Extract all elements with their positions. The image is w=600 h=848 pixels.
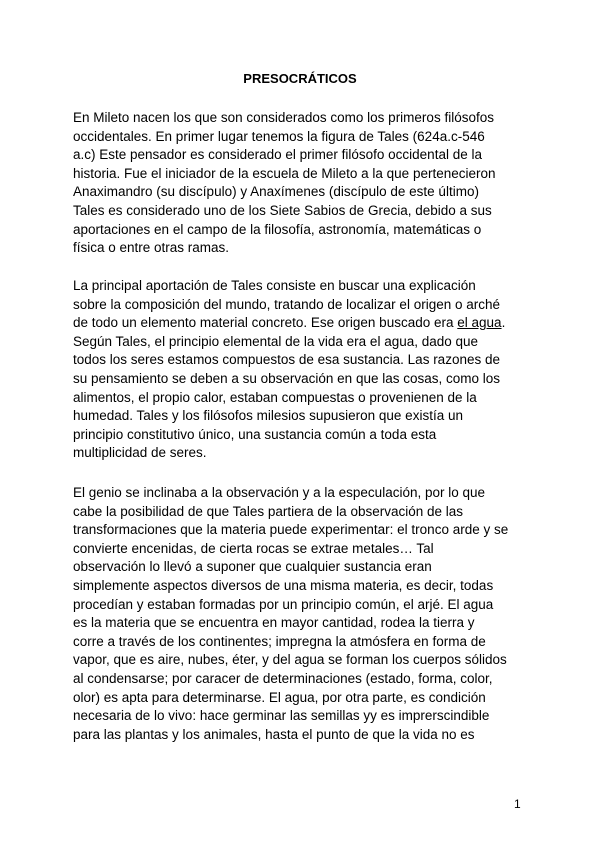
paragraph-1: [73, 109, 533, 258]
paragraph-line-with-emphasis: [73, 314, 533, 333]
underlined-term: el agua: [457, 315, 502, 331]
sentence-period: .: [501, 315, 506, 331]
paragraph-line: historia. Fue el iniciador de la escuela de Mileto a la que pertenecieron: [73, 165, 496, 181]
paragraph-line: todos los seres estamos compuestos de esa sustancia. Las razones de: [73, 352, 500, 368]
paragraph-line: transformaciones que la materia puede experimentar: el tronco arde y se: [73, 522, 509, 538]
paragraph-line: humedad. Tales y los filósofos milesios supusieron que existía un: [73, 408, 463, 424]
paragraph-line: cabe la posibilidad de que Tales partiera de la observación de las: [73, 503, 464, 519]
paragraph-line-text: de todo un elemento material concreto. Ese origen buscado era: [73, 315, 454, 331]
paragraph-line: Anaximandro (su discípulo) y Anaxímenes (discípulo de este último): [73, 184, 479, 200]
paragraph-line: vapor, que es aire, nubes, éter, y del agua se forman los cuerpos sólidos: [73, 652, 507, 668]
paragraph-line: principio constitutivo único, una sustancia común a toda esta: [73, 426, 437, 442]
paragraph-line: El genio se inclinaba a la observación y a la especulación, por lo que: [73, 485, 486, 500]
paragraph-line: La principal aportación de Tales consiste en buscar una explicación: [73, 278, 476, 293]
paragraph-line: multiplicidad de seres.: [73, 445, 207, 461]
paragraph-line: olor) es apta para determinarse. El agua, por otra parte, es condición: [73, 689, 486, 705]
paragraph-line: es la materia que se encuentra en mayor cantidad, rodea la tierra y: [73, 615, 475, 631]
paragraph-line: necesaria de lo vivo: hace germinar las semillas yy es imprerscindible: [73, 708, 490, 724]
paragraph-line: corre a través de los continentes; impregna la atmósfera en forma de: [73, 633, 486, 649]
paragraph-line: En Mileto nacen los que son considerados como los primeros filósofos: [73, 110, 494, 125]
paragraph-line: observación lo llevó a suponer que cualquier sustancia eran: [73, 559, 432, 575]
paragraph-line: su pensamiento se deben a su observación en que las cosas, como los: [73, 370, 501, 386]
paragraph-line: simplemente aspectos diversos de una misma materia, es decir, todas: [73, 577, 494, 593]
paragraph-line: para las plantas y los animales, hasta el punto de que la vida no es: [73, 726, 475, 742]
paragraph-line: sobre la composición del mundo, tratando de localizar el origen o arché: [73, 296, 500, 312]
paragraph-line: a.c) Este pensador es considerado el primer filósofo occidental de la: [73, 147, 482, 163]
page-number: 1: [514, 797, 521, 811]
paragraph-line: procedían y estaban formadas por un principio común, el arjé. El agua: [73, 596, 494, 612]
paragraph-line: al condensarse; por caracer de determinaciones (estado, forma, color,: [73, 670, 493, 686]
paragraph-line: convierte encenidas, de cierta rocas se extrae metales… Tal: [73, 540, 434, 556]
paragraph-line: Según Tales, el principio elemental de la vida era el agua, dado que: [73, 333, 479, 349]
paragraph-3: [73, 484, 533, 744]
paragraph-line: física o entre otras ramas.: [73, 240, 230, 256]
paragraph-line: occidentales. En primer lugar tenemos la figura de Tales (624a.c-546: [73, 128, 485, 144]
paragraph-line: Tales es considerado uno de los Siete Sabios de Grecia, debido a sus: [73, 202, 492, 218]
page-title: PRESOCRÁTICOS: [243, 71, 357, 86]
paragraph-line: aportaciones en el campo de la filosofía, astronomía, matemáticas o: [73, 221, 482, 237]
paragraph-line: alimentos, el propio calor, estaban compuestas o provenienen de la: [73, 389, 477, 405]
paragraph-2: [73, 277, 533, 463]
